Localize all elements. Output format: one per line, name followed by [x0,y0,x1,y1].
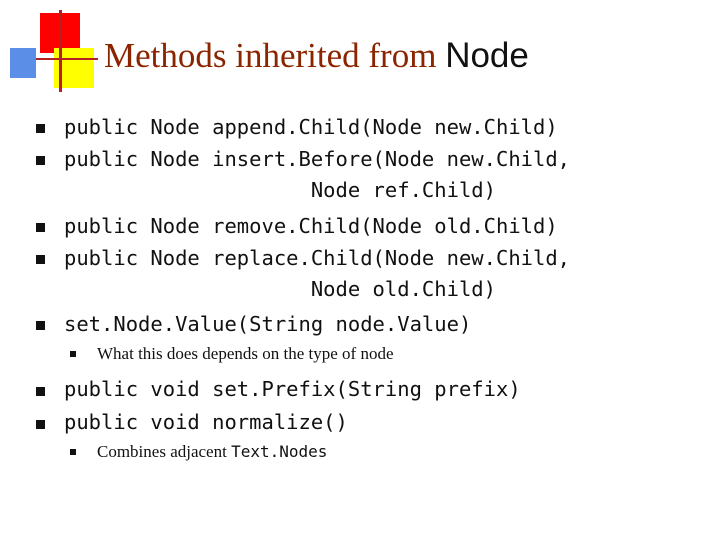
bullet-square-icon [36,223,45,232]
title-text: Methods inherited from [104,36,446,75]
list-item-continuation: Node old.Child) [64,277,496,301]
list-item-continuation: Node ref.Child) [64,178,496,202]
title-code: Node [445,36,529,75]
bullet-square-icon [36,387,45,396]
bullet-square-icon [36,124,45,133]
list-item: public Node insert.Before(Node new.Child, [64,147,571,171]
list-item: public void normalize() [64,410,348,434]
sub-bullet-square-icon [70,351,76,357]
bullet-square-icon [36,321,45,330]
sub-list-item: What this does depends on the type of node [97,344,394,363]
sub-list-item [97,442,327,462]
sub-list-item-text: Combines adjacent [97,442,232,461]
bullet-square-icon [36,156,45,165]
sub-list-item-code: Text.Nodes [231,442,328,461]
bullet-square-icon [36,255,45,264]
logo-horizontal-line [36,58,98,60]
bullet-square-icon [36,420,45,429]
list-item: public Node append.Child(Node new.Child) [64,115,558,139]
list-item: public Node replace.Child(Node new.Child, [64,246,571,270]
sub-bullet-square-icon [70,449,76,455]
list-item: public Node remove.Child(Node old.Child) [64,214,558,238]
slide-title [104,36,529,76]
list-item: public void set.Prefix(String prefix) [64,377,521,401]
list-item: set.Node.Value(String node.Value) [64,312,472,336]
logo-blue-square [10,48,36,78]
slide-logo [0,0,100,100]
logo-vertical-line [59,10,62,92]
